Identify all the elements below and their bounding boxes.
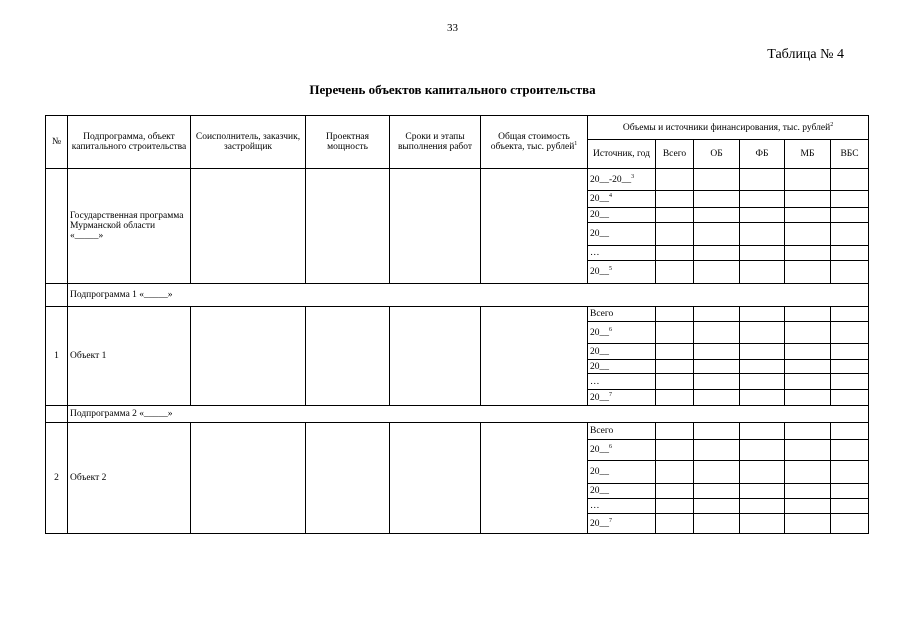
year-cell: 20__: [588, 484, 656, 499]
year-cell: 20__: [588, 360, 656, 374]
object-1-name: Объект 1: [68, 307, 191, 406]
subprogram-row: [46, 406, 869, 423]
table-row: [46, 423, 869, 440]
header-col-vbs: ВБС: [831, 140, 869, 169]
object-1-num: 1: [46, 307, 68, 406]
year-cell: Всего: [588, 423, 656, 440]
header-capacity: Проектная мощность: [306, 116, 390, 169]
header-col-mb: МБ: [785, 140, 831, 169]
year-cell: …: [588, 499, 656, 514]
year-cell: 20__-20__$^3$: [588, 169, 656, 191]
object-2-num: 2: [46, 423, 68, 534]
header-total-cost: Общая стоимость объекта, тыс. рублей$^1$: [481, 116, 588, 169]
year-cell: …: [588, 246, 656, 261]
gp-name: Государственная программа Мурманской области «_____»: [68, 169, 191, 284]
page-title: Перечень объектов капитального строительства: [309, 82, 596, 97]
year-cell: 20__$^7$: [588, 514, 656, 534]
header-subprogram-object: Подпрограмма, объект капитального строительства: [68, 116, 191, 169]
capital-construction-table: [45, 115, 869, 534]
header-row: [46, 116, 869, 140]
header-source-year: Источник, год: [588, 140, 656, 169]
year-cell: 20__: [588, 223, 656, 246]
year-cell: 20__$^4$: [588, 191, 656, 208]
header-col-total: Всего: [656, 140, 694, 169]
year-cell: 20__: [588, 344, 656, 360]
header-financing: Объемы и источники финансирования, тыс. рублей$^2$: [588, 116, 869, 140]
year-cell: 20__: [588, 208, 656, 223]
year-cell: 20__$^6$: [588, 440, 656, 461]
object-2-name: Объект 2: [68, 423, 191, 534]
header-col-fb: ФБ: [740, 140, 785, 169]
subprogram-2-title: Подпрограмма 2 «_____»: [68, 406, 869, 423]
year-cell: 20__: [588, 461, 656, 484]
header-contractor: Соисполнитель, заказчик, застройщик: [191, 116, 306, 169]
year-cell: …: [588, 374, 656, 390]
table-row: [46, 169, 869, 191]
table-label: Таблица № 4: [767, 47, 844, 62]
year-cell: Всего: [588, 307, 656, 322]
subprogram-row: [46, 284, 869, 307]
page-number: 33: [447, 22, 458, 34]
header-terms: Сроки и этапы выполнения работ: [390, 116, 481, 169]
header-num: №: [46, 116, 68, 169]
year-cell: 20__$^5$: [588, 261, 656, 284]
header-col-ob: ОБ: [694, 140, 740, 169]
subprogram-1-title: Подпрограмма 1 «_____»: [68, 284, 869, 307]
table-row: [46, 307, 869, 322]
year-cell: 20__$^6$: [588, 322, 656, 344]
gp-num-cell: [46, 169, 68, 284]
year-cell: 20__$^7$: [588, 390, 656, 406]
